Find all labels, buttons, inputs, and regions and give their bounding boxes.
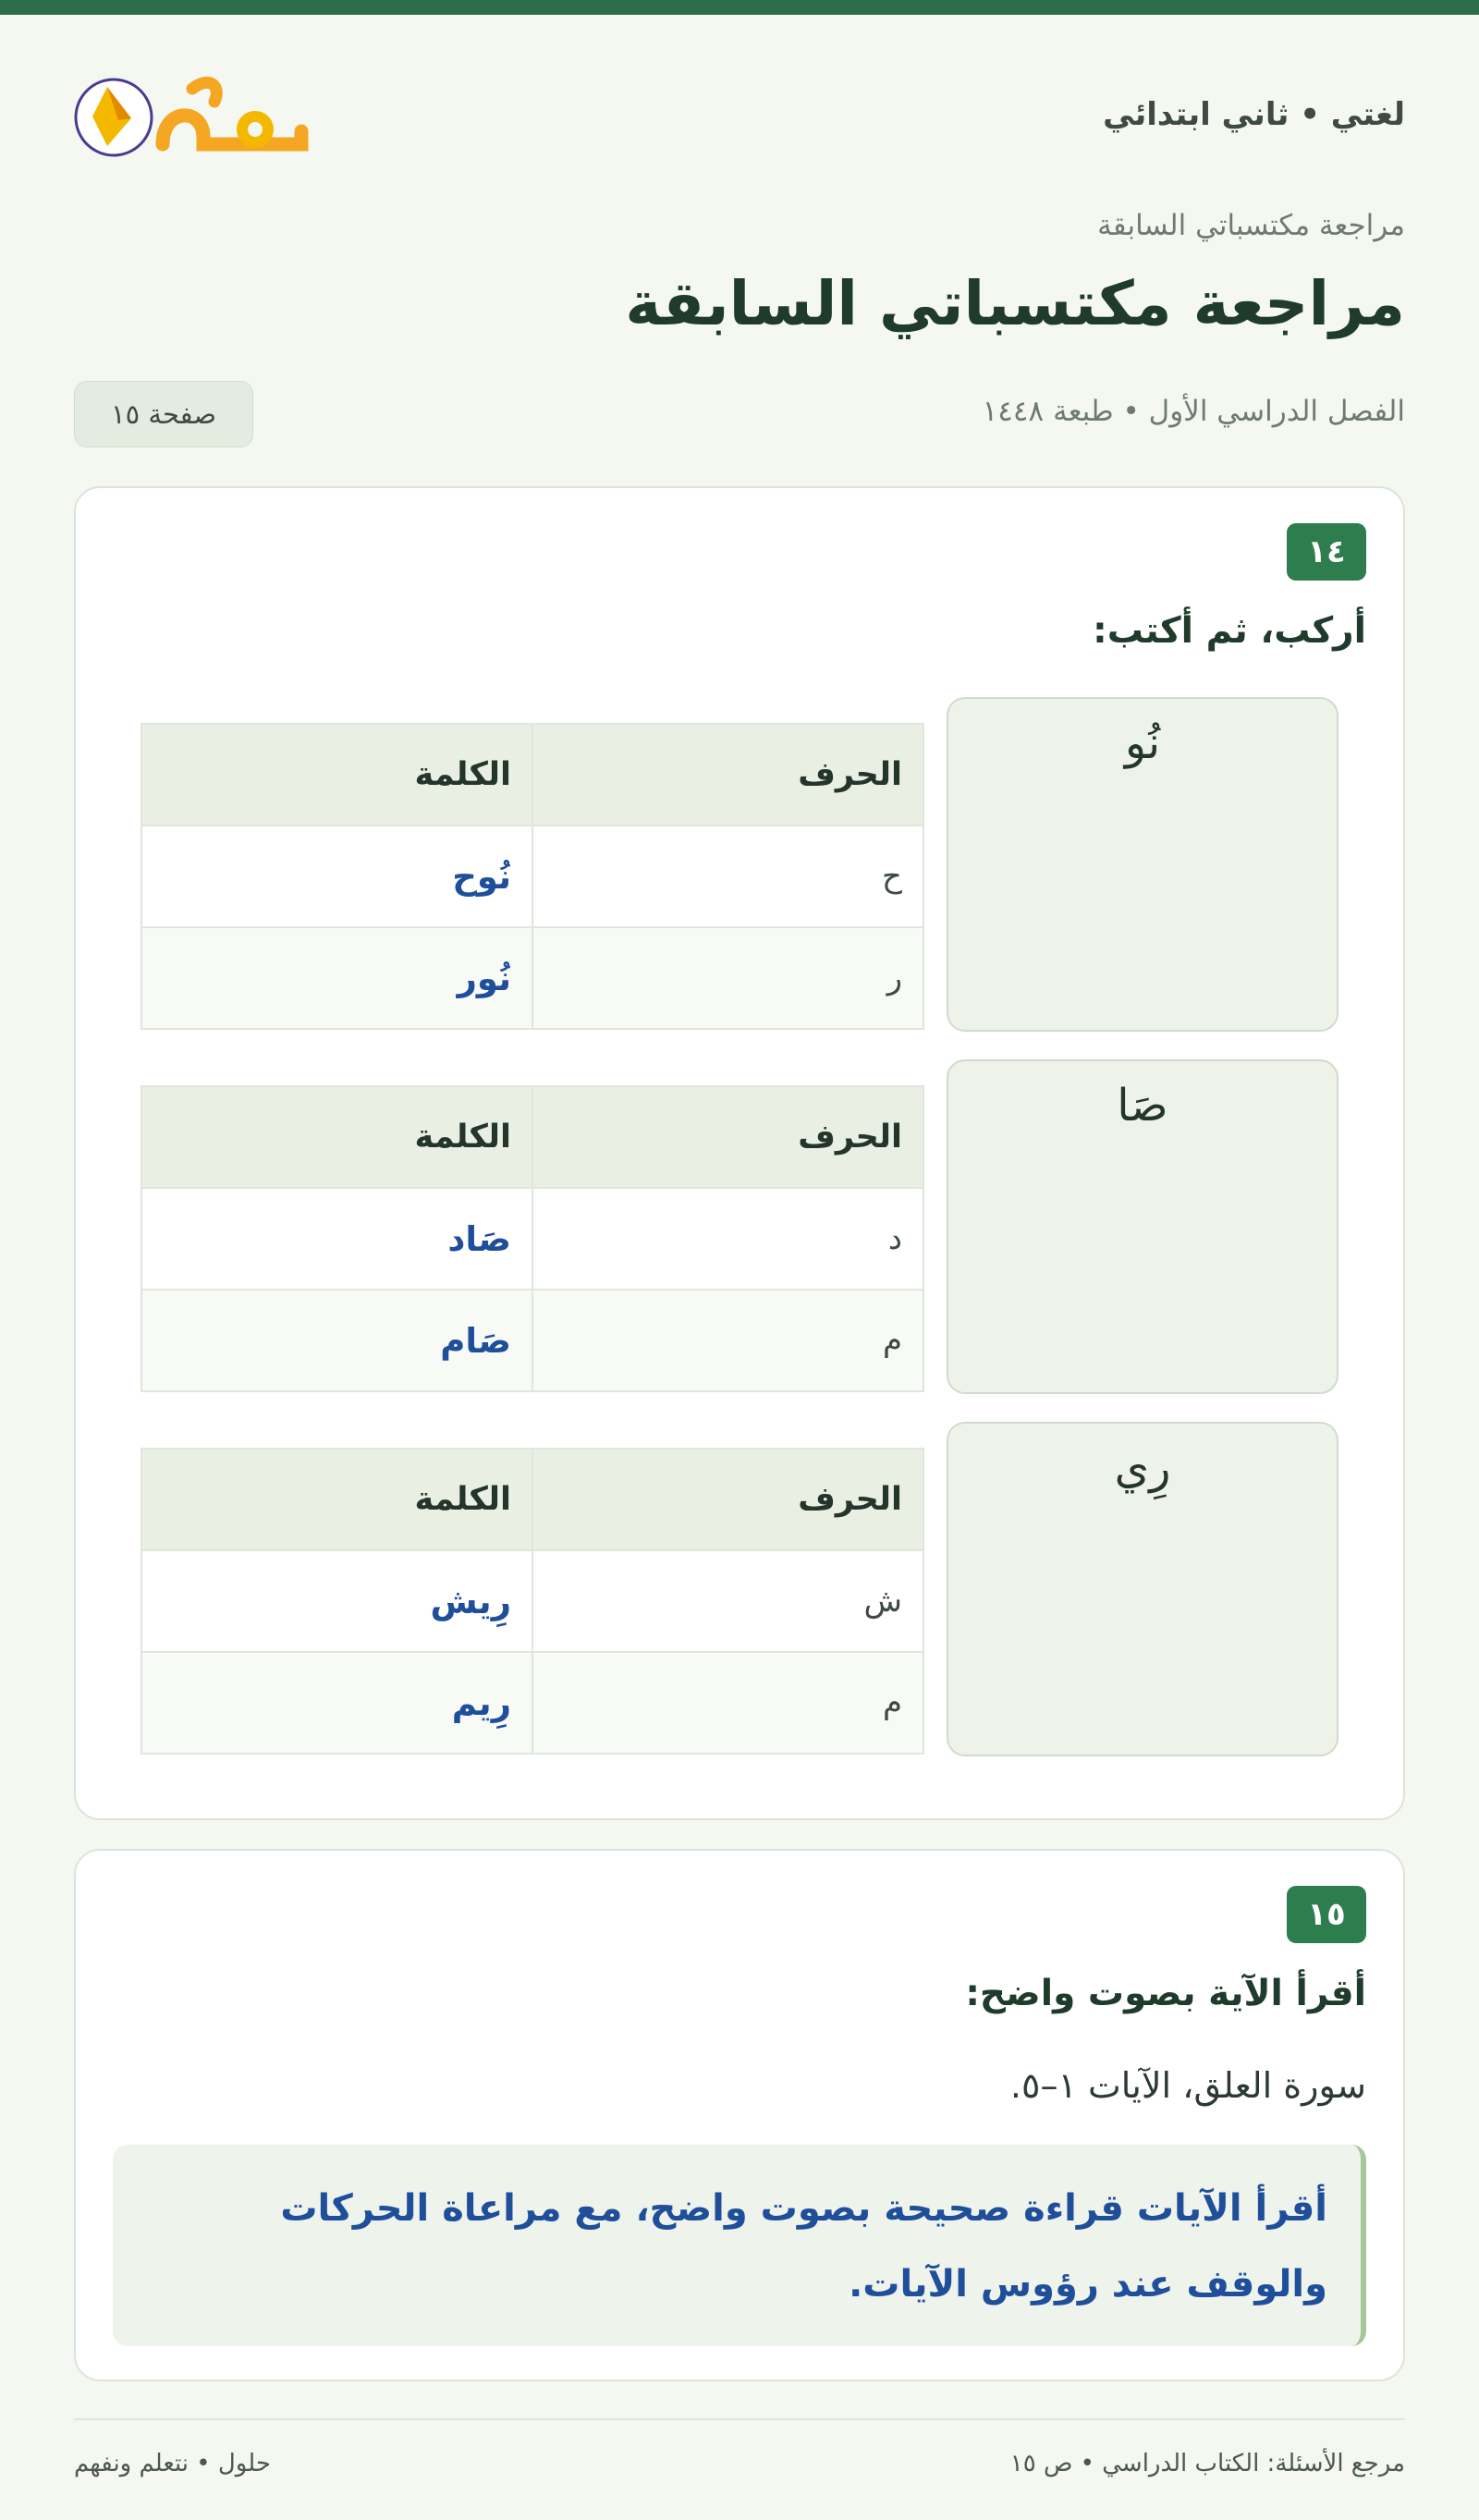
page-number-badge[interactable]: صفحة ١٥ (74, 381, 253, 447)
logo-text: حلول (71, 65, 74, 66)
footer-divider (74, 2418, 1405, 2420)
subject-label: لغتي • ثاني ابتدائي (1103, 96, 1405, 133)
syllable-box (947, 1422, 1338, 1756)
letter-cell: م (532, 1652, 923, 1754)
question-instruction: أقرأ الآية بصوت واضح: (965, 1973, 1366, 2014)
table-header-row (141, 724, 923, 826)
table-header-row (141, 1449, 923, 1550)
syllable-text: نُو (1124, 717, 1161, 769)
syllable-box (947, 1059, 1338, 1394)
word-answer-cell: رِيم (141, 1652, 532, 1754)
halool-book-logo-icon[interactable] (71, 65, 333, 166)
edition-label: الفصل الدراسي الأول • طبعة ١٤٤٨ (982, 395, 1405, 428)
table-row (141, 1652, 923, 1754)
footer-reference: مرجع الأسئلة: الكتاب الدراسي • ص ١٥ (1009, 2450, 1405, 2477)
column-header-letter: الحرف (532, 1086, 923, 1188)
letter-cell: د (532, 1188, 923, 1290)
breadcrumb: مراجعة مكتسباتي السابقة (1097, 209, 1405, 242)
column-header-word: الكلمة (141, 1086, 532, 1188)
word-answer-cell: صَاد (141, 1188, 532, 1290)
question-number-badge: ١٤ (1287, 523, 1366, 581)
syllable-text: رِي (1114, 1442, 1171, 1494)
question-15-card (74, 1849, 1405, 2381)
word-answer-cell: رِيش (141, 1550, 532, 1652)
table-row (141, 1188, 923, 1290)
column-header-letter: الحرف (532, 1449, 923, 1550)
verse-reference: سورة العلق، الآيات ١–٥. (1009, 2065, 1366, 2106)
table-row (141, 1550, 923, 1652)
footer-brand[interactable]: حلول • نتعلم ونفهم (74, 2450, 271, 2477)
top-accent-bar (0, 0, 1479, 15)
table-row (141, 1290, 923, 1391)
page-header (71, 65, 1405, 166)
letter-cell: م (532, 1290, 923, 1391)
letter-word-table (141, 723, 924, 1030)
question-14-card (74, 486, 1405, 1820)
syllable-text: صَا (1117, 1080, 1168, 1132)
column-header-letter: الحرف (532, 724, 923, 826)
word-answer-cell: نُور (141, 927, 532, 1029)
letter-cell: ر (532, 927, 923, 1029)
table-header-row (141, 1086, 923, 1188)
column-header-word: الكلمة (141, 724, 532, 826)
column-header-word: الكلمة (141, 1449, 532, 1550)
table-row (141, 826, 923, 927)
answer-box: أقرأ الآيات قراءة صحيحة بصوت واضح، مع مراعاة الحركات والوقف عند رؤوس الآيات. (113, 2145, 1366, 2346)
letter-cell: ح (532, 826, 923, 927)
letter-cell: ش (532, 1550, 923, 1652)
question-instruction: أركب، ثم أكتب: (1093, 610, 1366, 652)
letter-word-table (141, 1085, 924, 1392)
question-number-badge: ١٥ (1287, 1886, 1366, 1943)
word-answer-cell: صَام (141, 1290, 532, 1391)
word-answer-cell: نُوح (141, 826, 532, 927)
syllable-box (947, 697, 1338, 1032)
page-title: مراجعة مكتسباتي السابقة (625, 268, 1405, 339)
table-row (141, 927, 923, 1029)
letter-word-table (141, 1448, 924, 1755)
